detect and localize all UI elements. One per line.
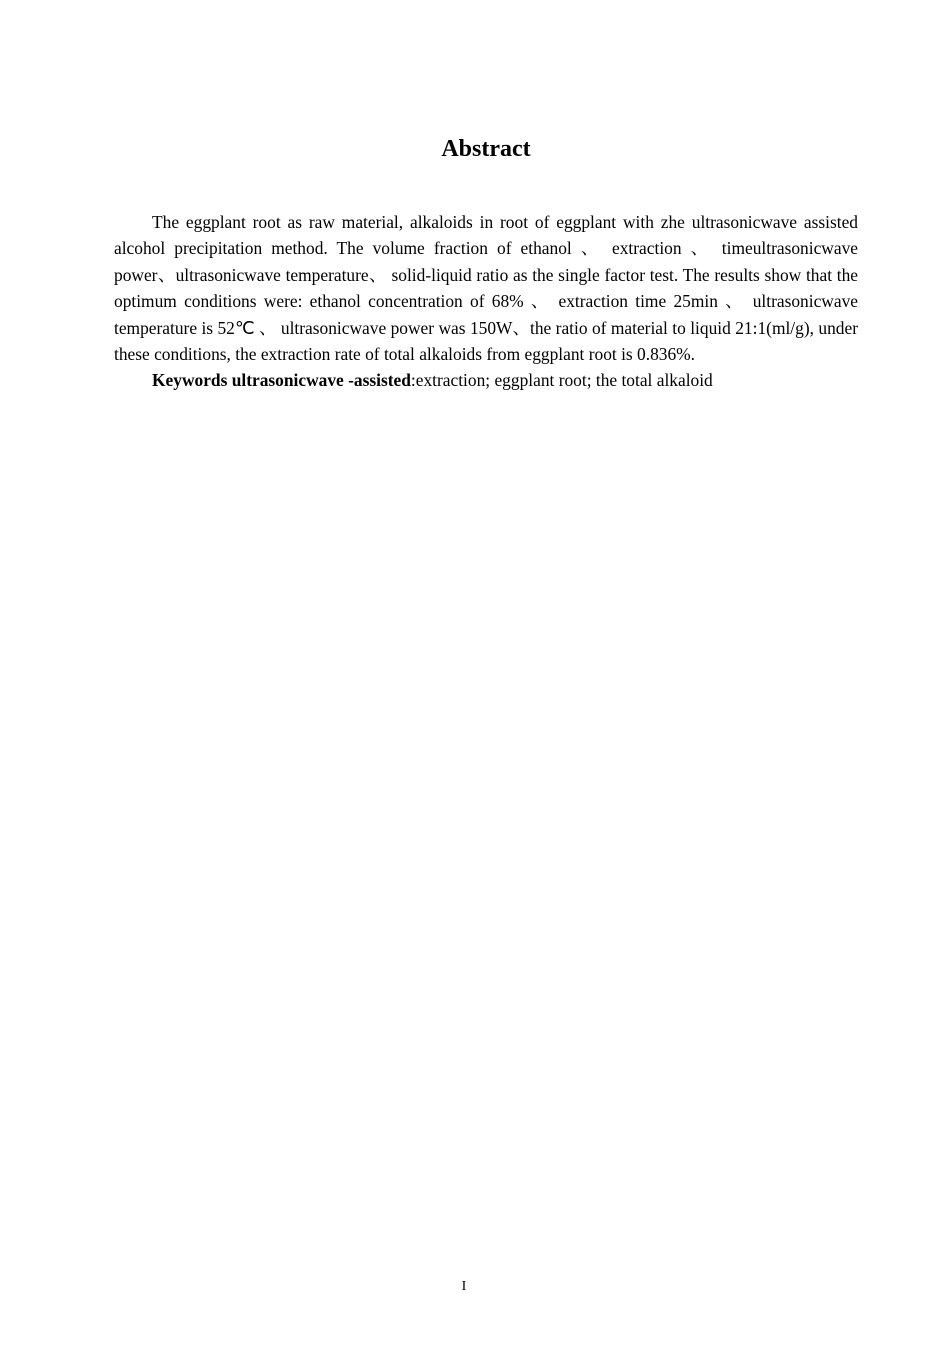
page-number: I	[461, 1279, 467, 1294]
keywords-line	[114, 367, 858, 393]
page-title: Abstract	[441, 136, 531, 162]
keywords-label: Keywords ultrasonicwave -assisted	[152, 370, 411, 391]
abstract-paragraph: The eggplant root as raw material, alkaloids in root of eggplant with zhe ultrasonicwave assisted alcohol precipitation method. The volume fraction of ethanol 、 extraction 、 timeultrasonicwave power、ultrasonicwave temperature、 solid-liquid ratio as the single factor test. The results show that the optimum conditions were: ethanol concentration of 68% 、 extraction time 25min 、 ultrasonicwave temperature is 52℃ 、 ultrasonicwave power was 150W、the ratio of material to liquid 21:1(ml/g), under these conditions, the extraction rate of total alkaloids from eggplant root is 0.836%.	[114, 212, 858, 365]
keywords-list: :extraction; eggplant root; the total alkaloid	[410, 370, 713, 391]
abstract-body	[114, 209, 858, 394]
